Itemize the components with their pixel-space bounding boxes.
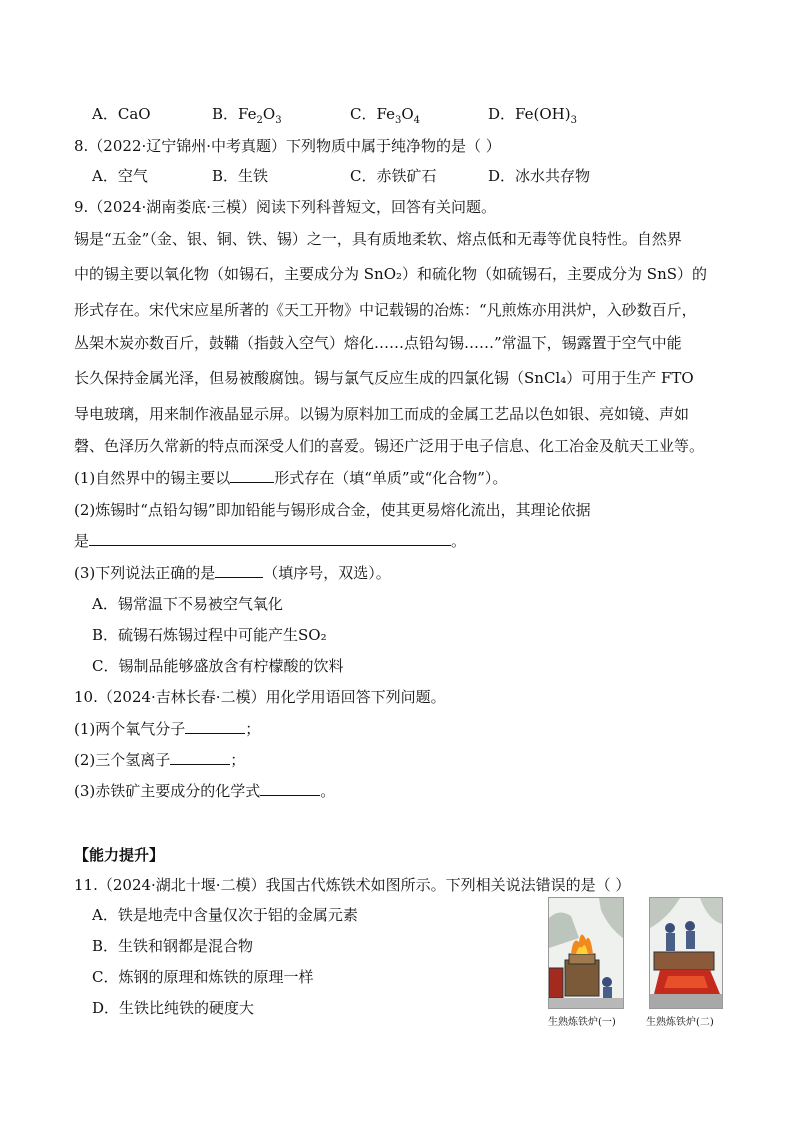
q9-subquestion-1 <box>74 467 507 488</box>
q10-item-1 <box>74 718 260 739</box>
prompt-text: (3)下列说法正确的是 <box>74 564 216 582</box>
furnace-illustration-2 <box>649 897 723 1009</box>
q9-passage-line: 长久保持金属光泽，但易被酸腐蚀。锡与氯气反应生成的四氯化锡（SnCl₄）可用于生产 FTO <box>74 369 694 387</box>
q9-subquestion-3 <box>74 562 391 583</box>
q9-subquestion-2-answer <box>74 530 466 551</box>
answer-blank[interactable] <box>215 563 263 578</box>
formula-text: Fe <box>238 105 257 123</box>
prompt-text: (1)自然界中的锡主要以 <box>74 469 231 487</box>
answer-blank[interactable] <box>185 719 245 734</box>
formula-subscript: 2 <box>256 115 263 126</box>
prompt-text: 。 <box>320 782 336 800</box>
section-heading: 【能力提升】 <box>74 846 165 864</box>
prompt-text: (1)两个氧气分子 <box>74 720 186 738</box>
formula-text: O <box>401 105 414 123</box>
formula-subscript: 4 <box>413 115 421 126</box>
q8-option-a: A．空气 <box>92 167 148 185</box>
q7-option-c <box>350 103 420 126</box>
answer-blank[interactable] <box>230 468 274 483</box>
answer-blank[interactable] <box>89 531 451 546</box>
option-letter: A． <box>92 105 118 123</box>
q11-option-a: A．铁是地壳中含量仅次于铝的金属元素 <box>92 906 358 924</box>
prompt-text: 形式存在（填“单质”或“化合物”）。 <box>274 469 508 487</box>
prompt-text: (3)赤铁矿主要成分的化学式 <box>74 782 261 800</box>
q9-passage-line: 磬、色泽历久常新的特点而深受人们的喜爱。锡还广泛用于电子信息、化工冶金及航天工业等。 <box>74 437 705 455</box>
prompt-text: （填序号，双选）。 <box>263 564 391 582</box>
q10-item-3 <box>74 780 335 801</box>
prompt-text: 是 <box>74 532 90 550</box>
q9-passage-line: 形式存在。宋代宋应星所著的《天工开物》中记载锡的冶炼：“凡煎炼亦用洪炉，入砂数百斤， <box>74 301 697 319</box>
q11-option-b: B．生铁和钢都是混合物 <box>92 937 254 955</box>
option-letter: B． <box>212 105 239 123</box>
answer-blank[interactable] <box>260 781 320 796</box>
q9-passage-line: 导电玻璃，用来制作液晶显示屏。以锡为原料加工而成的金属工艺品以色如银、亮如镜、声如 <box>74 405 690 423</box>
formula-subscript: 3 <box>275 115 282 126</box>
prompt-text: ； <box>230 751 246 769</box>
q9-passage-line: 锡是“五金”（金、银、铜、铁、锡）之一，具有质地柔软、熔点低和无毒等优良特性。自然界 <box>74 230 682 248</box>
q8-option-d: D．冰水共存物 <box>488 167 591 185</box>
formula-subscript: 3 <box>394 115 402 126</box>
caption-2: 生熟炼铁炉(二) <box>646 1017 714 1028</box>
q10-item-2 <box>74 749 245 770</box>
furnace-2-drawing <box>650 898 722 1008</box>
q7-option-a <box>92 103 151 124</box>
q8-option-b: B．生铁 <box>212 167 269 185</box>
q7-option-b <box>212 103 282 126</box>
caption-1: 生熟炼铁炉(一) <box>548 1017 616 1028</box>
q11-option-d: D．生铁比纯铁的硬度大 <box>92 999 255 1017</box>
q8-stem: 8.（2022·辽宁锦州·中考真题）下列物质中属于纯净物的是（ ） <box>74 137 501 155</box>
prompt-text: (2)三个氢离子 <box>74 751 171 769</box>
q9-passage-line: 丛架木炭亦数百斤，鼓鞴（指鼓入空气）熔化……点铅勾锡……”常温下，锡露置于空气中能 <box>74 334 682 352</box>
answer-blank[interactable] <box>170 750 230 765</box>
furnace-1-drawing <box>549 898 623 1008</box>
formula-text: O <box>262 105 276 123</box>
q9-stem: 9.（2024·湖南娄底·三模）阅读下列科普短文，回答有关问题。 <box>74 198 497 216</box>
formula-text: Fe(OH) <box>515 105 571 123</box>
q11-option-c: C．炼钢的原理和炼铁的原理一样 <box>92 968 314 986</box>
q7-option-d <box>488 103 577 126</box>
q8-option-c: C．赤铁矿石 <box>350 167 437 185</box>
option-letter: C． <box>350 105 377 123</box>
q9-option-a: A．锡常温下不易被空气氧化 <box>92 595 283 613</box>
q11-stem: 11.（2024·湖北十堰·二模）我国古代炼铁术如图所示。下列相关说法错误的是（ ） <box>74 876 631 894</box>
formula-subscript: 3 <box>570 115 577 126</box>
q9-option-c: C．锡制品能够盛放含有柠檬酸的饮料 <box>92 657 344 675</box>
furnace-illustration-1 <box>548 897 624 1009</box>
formula-text: CaO <box>117 105 151 123</box>
prompt-text: 。 <box>451 532 467 550</box>
q9-option-b: B．硫锡石炼锡过程中可能产生SO₂ <box>92 626 327 644</box>
q9-passage-line: 中的锡主要以氧化物（如锡石，主要成分为 SnO₂）和硫化物（如硫锡石，主要成分为 SnS）的 <box>74 265 707 283</box>
prompt-text: ； <box>245 720 261 738</box>
formula-text: Fe <box>376 105 395 123</box>
q10-stem: 10.（2024·吉林长春·二模）用化学用语回答下列问题。 <box>74 688 446 706</box>
option-letter: D． <box>488 105 516 123</box>
q9-subquestion-2: (2)炼锡时“点铅勾锡”即加铅能与锡形成合金，使其更易熔化流出，其理论依据 <box>74 501 591 519</box>
